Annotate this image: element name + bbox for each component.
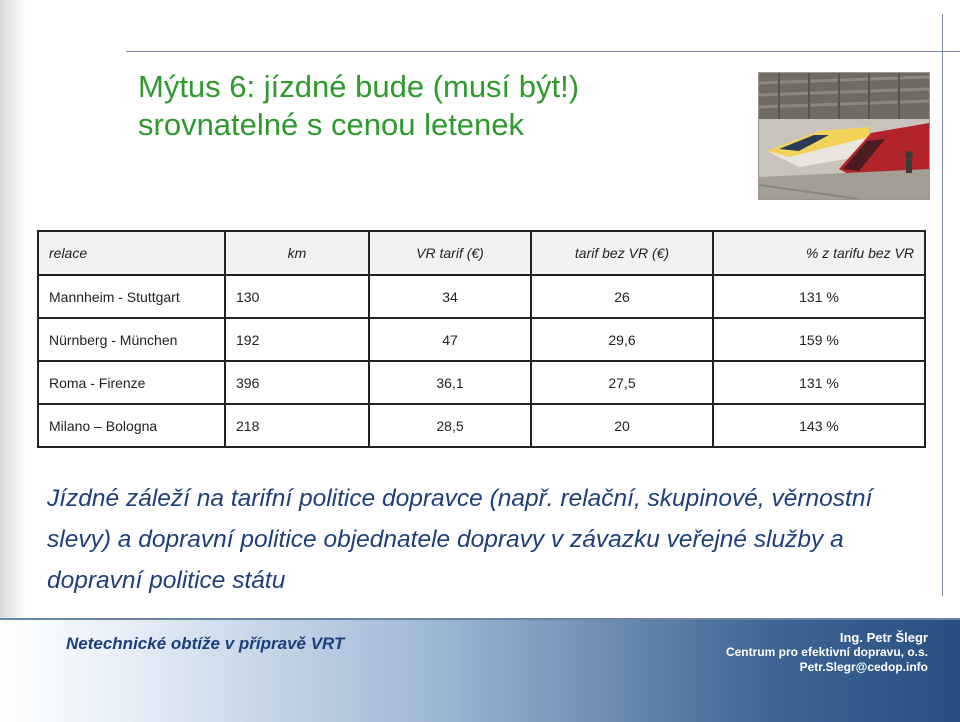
header-tarif-bez-vr: tarif bez VR (€) (531, 231, 713, 275)
footer-contact (726, 630, 928, 675)
train-station-image (759, 73, 929, 199)
top-divider-line (126, 51, 960, 52)
cell-vr-tarif: 36,1 (369, 361, 531, 404)
cell-tarif-bez-vr: 26 (531, 275, 713, 318)
cell-percent: 131 % (713, 361, 925, 404)
cell-tarif-bez-vr: 20 (531, 404, 713, 447)
cell-km: 192 (225, 318, 369, 361)
train-station-photo (758, 72, 930, 200)
cell-vr-tarif: 28,5 (369, 404, 531, 447)
cell-relace: Milano – Bologna (38, 404, 225, 447)
title-line-1: Mýtus 6: jízdné bude (musí být!) (138, 69, 580, 104)
left-edge-shade (0, 0, 26, 618)
footer-organization: Centrum pro efektivní dopravu, o.s. (725, 645, 928, 659)
table-row (38, 275, 925, 318)
cell-km: 130 (225, 275, 369, 318)
table-row (38, 361, 925, 404)
title-line-2: srovnatelné s cenou letenek (138, 107, 525, 142)
cell-tarif-bez-vr: 27,5 (531, 361, 713, 404)
header-vr-tarif: VR tarif (€) (369, 231, 531, 275)
cell-vr-tarif: 47 (369, 318, 531, 361)
cell-percent: 159 % (713, 318, 925, 361)
cell-tarif-bez-vr: 29,6 (531, 318, 713, 361)
table-row (38, 318, 925, 361)
cell-relace: Mannheim - Stuttgart (38, 275, 225, 318)
body-paragraph: Jízdné záleží na tarifní politice dopravce (např. relační, skupinové, věrnostní slevy) a dopravní politice objednatele dopravy v závazku veřejné služby a dopravní politice státu (47, 485, 873, 594)
table-header-row (38, 231, 925, 275)
right-divider-line (942, 14, 943, 596)
table-row (38, 404, 925, 447)
footer-presentation-title: Netechnické obtíže v přípravě VRT (66, 634, 345, 653)
footer-author: Ing. Petr Šlegr (839, 630, 928, 645)
cell-relace: Roma - Firenze (38, 361, 225, 404)
header-km: km (225, 231, 369, 275)
header-percent: % z tarifu bez VR (713, 231, 925, 275)
cell-percent: 131 % (713, 275, 925, 318)
cell-percent: 143 % (713, 404, 925, 447)
footer-bar (0, 618, 960, 722)
footer-email: Petr.Slegr@cedop.info (799, 660, 928, 674)
cell-vr-tarif: 34 (369, 275, 531, 318)
header-relace: relace (38, 231, 225, 275)
cell-km: 218 (225, 404, 369, 447)
fare-comparison-table (37, 230, 926, 448)
slide-title (138, 68, 738, 144)
cell-relace: Nürnberg - München (38, 318, 225, 361)
cell-km: 396 (225, 361, 369, 404)
